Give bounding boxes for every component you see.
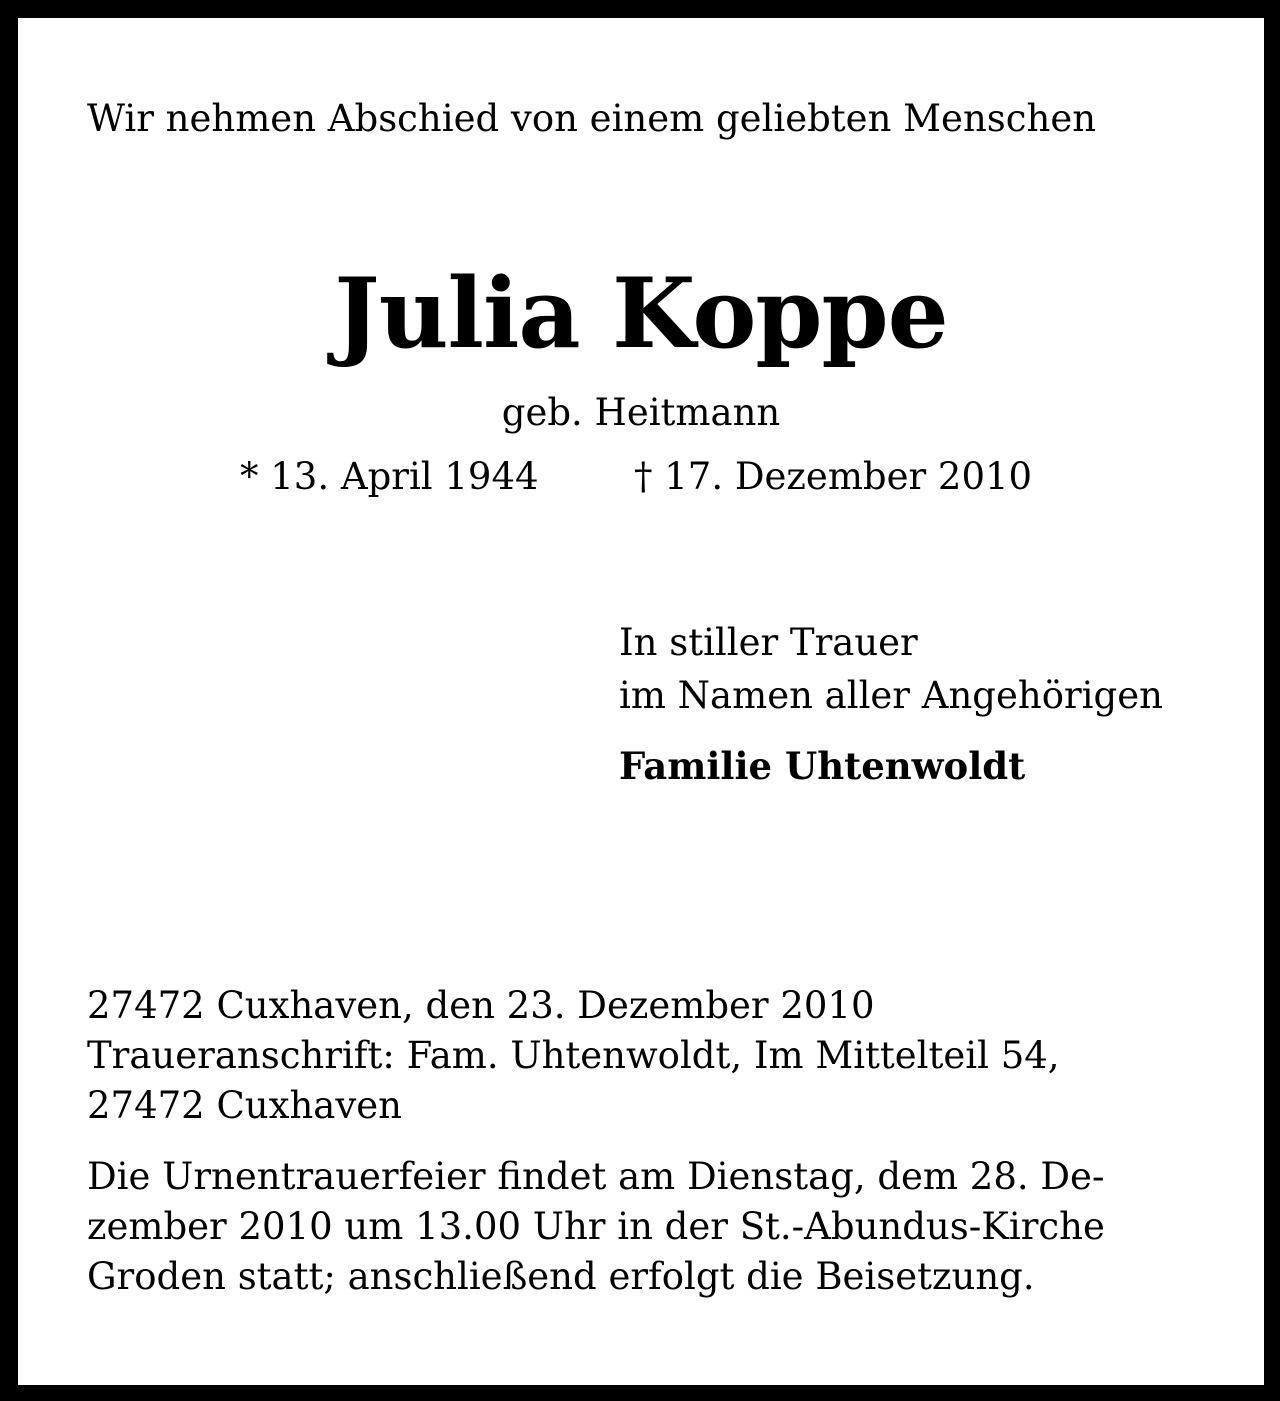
obituary-notice bbox=[18, 18, 1264, 1385]
family-name: Familie Uhtenwoldt bbox=[619, 744, 1026, 788]
intro-text: Wir nehmen Abschied von einem geliebten Menschen bbox=[87, 97, 1097, 140]
birth-date: * 13. April 1944 bbox=[240, 455, 539, 498]
maiden-name: geb. Heitmann bbox=[501, 391, 781, 434]
death-date: † 17. Dezember 2010 bbox=[634, 455, 1033, 498]
mourning-line: In stiller Trauer bbox=[619, 621, 918, 664]
service-line: zember 2010 um 13.00 Uhr in der St.-Abundus-Kirche bbox=[87, 1205, 1105, 1248]
address-line: 27472 Cuxhaven bbox=[87, 1084, 402, 1127]
deceased-name: Julia Koppe bbox=[334, 257, 948, 370]
address-line: Traueranschrift: Fam. Uhtenwoldt, Im Mittelteil 54, bbox=[87, 1034, 1060, 1077]
service-line: Die Urnentrauerfeier findet am Dienstag, dem 28. De- bbox=[87, 1155, 1105, 1198]
address-line: 27472 Cuxhaven, den 23. Dezember 2010 bbox=[87, 984, 875, 1027]
service-line: Groden statt; anschließend erfolgt die Beisetzung. bbox=[87, 1255, 1035, 1298]
mourning-line: im Namen aller Angehörigen bbox=[619, 674, 1163, 717]
